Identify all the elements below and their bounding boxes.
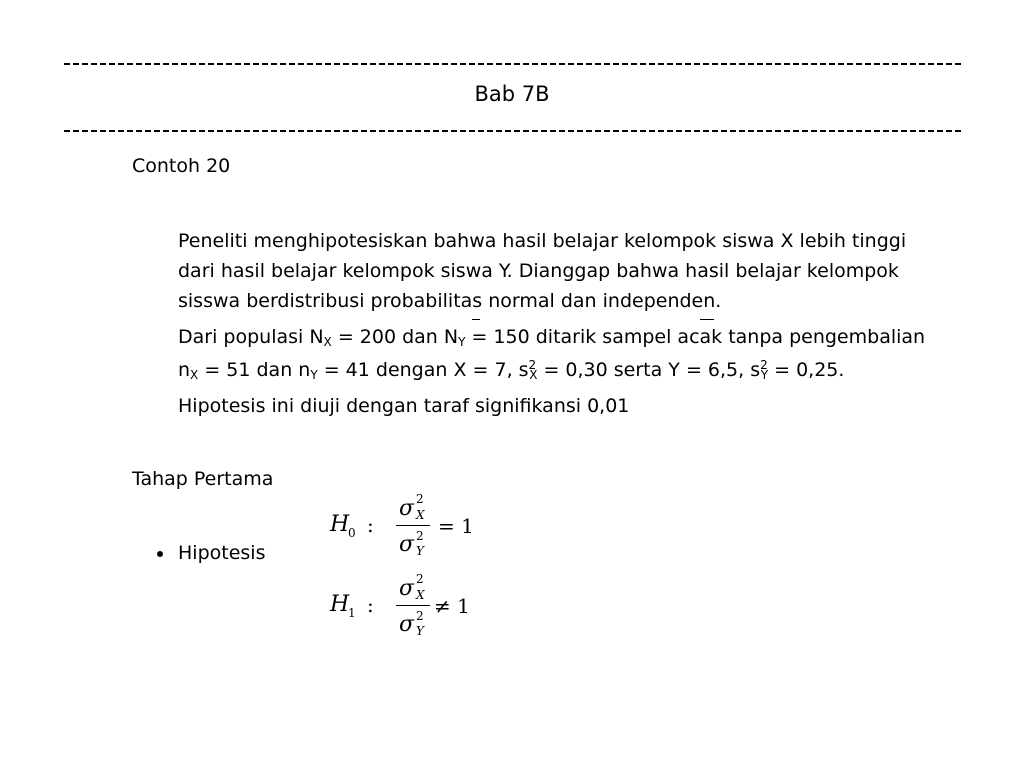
h0-letter: H bbox=[330, 512, 350, 537]
h0-denominator-sigma: σ bbox=[399, 532, 415, 557]
h0-colon: : bbox=[367, 513, 374, 537]
h1-denominator-sub: Y bbox=[416, 624, 424, 638]
h1-numerator-sub: X bbox=[416, 588, 425, 602]
h1-denominator-sigma: σ bbox=[399, 612, 415, 637]
bullet-hipotesis: Hipotesis bbox=[178, 542, 266, 564]
h1-letter: H bbox=[330, 592, 350, 617]
h1-numerator-sup: 2 bbox=[416, 572, 424, 586]
h1-fraction-bar bbox=[396, 605, 430, 606]
bottom-dashed-divider bbox=[64, 130, 964, 132]
h1-subscript: 1 bbox=[348, 606, 356, 620]
h0-fraction-bar bbox=[396, 525, 430, 526]
slide-title: Bab 7B bbox=[474, 82, 550, 106]
h0-denominator-sub: Y bbox=[416, 544, 424, 558]
h0-formula bbox=[330, 490, 490, 565]
h1-relation: ≠ 1 bbox=[434, 594, 470, 618]
h0-numerator-sigma: σ bbox=[399, 496, 415, 521]
top-dashed-divider bbox=[64, 63, 964, 65]
h0-numerator-sub: X bbox=[416, 508, 425, 522]
stage-heading: Tahap Pertama bbox=[132, 468, 274, 490]
paragraph-line-2: dari hasil belajar kelompok siswa Y. Dianggap bahwa hasil belajar kelompok bbox=[178, 260, 899, 282]
example-heading: Contoh 20 bbox=[132, 155, 231, 177]
h0-subscript: 0 bbox=[348, 526, 356, 540]
h1-numerator-sigma: σ bbox=[399, 576, 415, 601]
h0-numerator-sup: 2 bbox=[416, 492, 424, 506]
h0-relation: = 1 bbox=[438, 514, 474, 538]
h0-denominator-sup: 2 bbox=[416, 529, 424, 543]
bullet-dot-icon bbox=[157, 551, 163, 557]
sample-line: $n_X = 51$ dan $n_Y = 41$ dengan X = 7, $s^2_X = 0,30$ serta Y = 6,5, $s^2_Y = 0,25$. bbox=[178, 358, 845, 382]
paragraph-line-3: sisswa berdistribusi probabilitas normal dan independen. bbox=[178, 290, 722, 312]
significance-line: Hipotesis ini diuji dengan taraf signifikansi 0,01 bbox=[178, 395, 630, 417]
population-line: Dari populasi $N_X = 200$ dan $N_Y = 150$ ditarik sampel acak tanpa pengembalian bbox=[178, 326, 926, 349]
h1-formula bbox=[330, 570, 490, 645]
overbar-mark-1 bbox=[472, 319, 480, 320]
overbar-mark-2 bbox=[700, 319, 714, 320]
h1-colon: : bbox=[367, 593, 374, 617]
paragraph-line-1: Peneliti menghipotesiskan bahwa hasil belajar kelompok siswa X lebih tinggi bbox=[178, 230, 907, 252]
h1-denominator-sup: 2 bbox=[416, 609, 424, 623]
